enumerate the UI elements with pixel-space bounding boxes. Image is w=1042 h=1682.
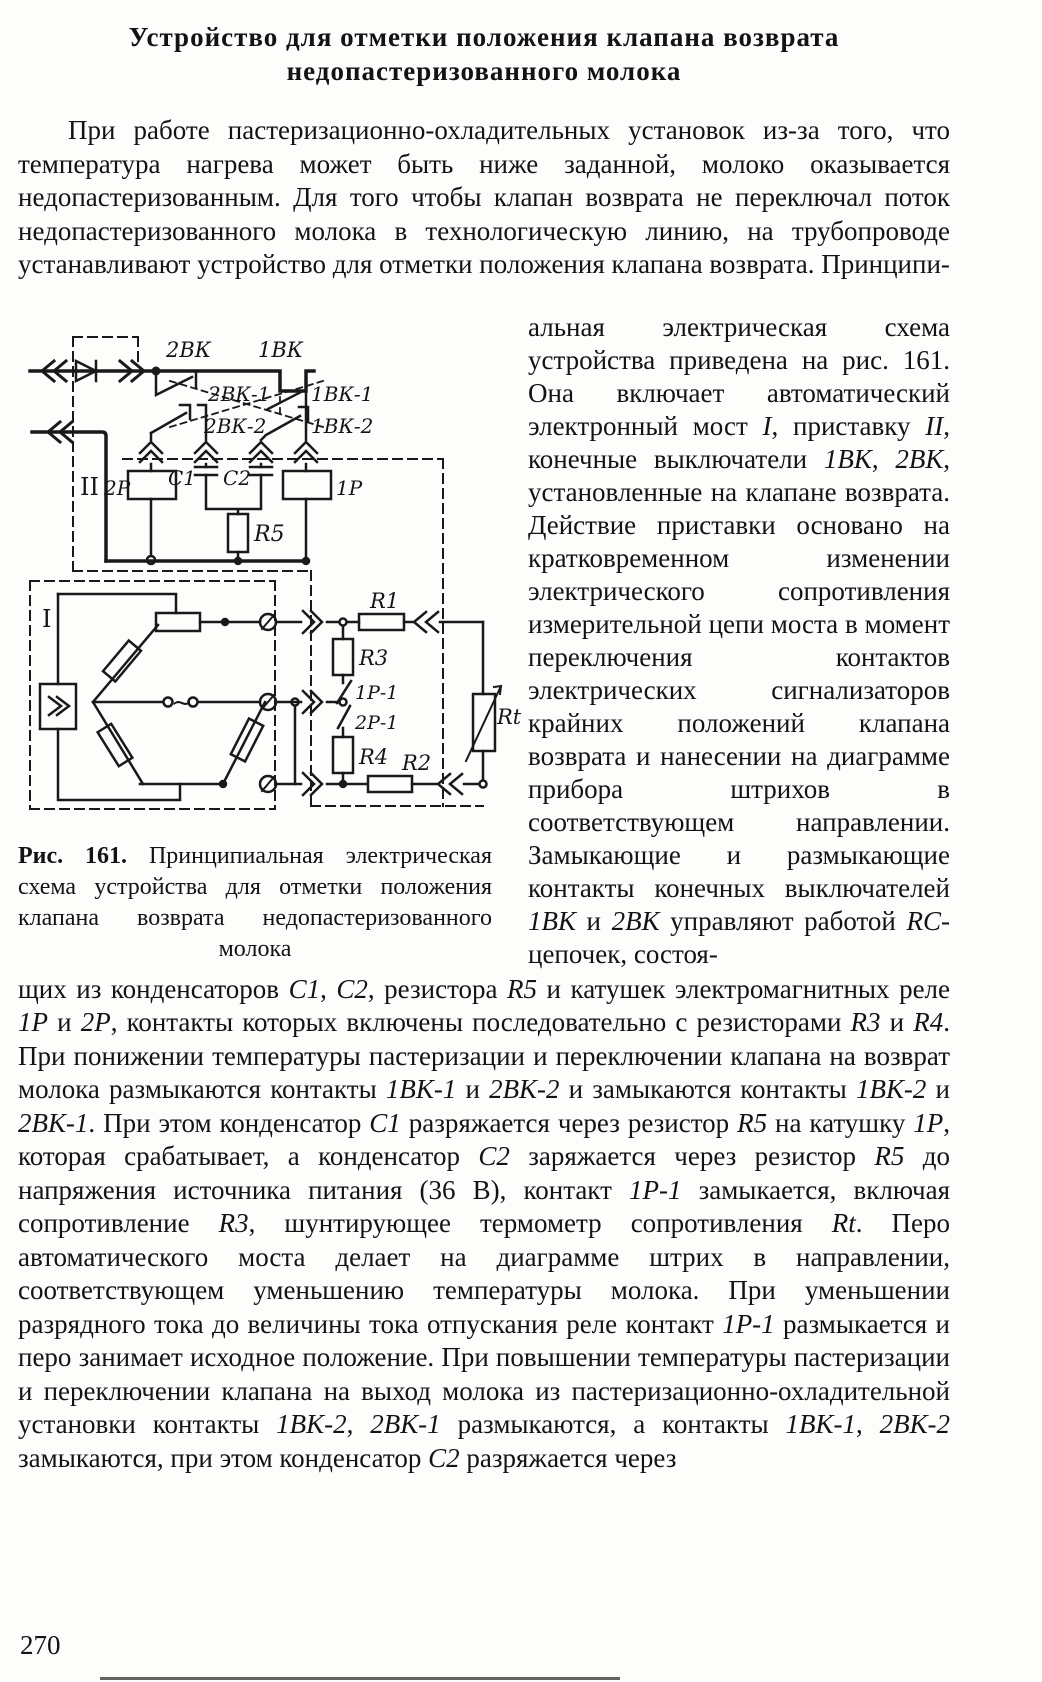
label-R4: R4 — [359, 744, 389, 769]
label-1BK-2: 1ВК-2 — [311, 413, 374, 438]
article-title-line2: недопастеризованного молока — [286, 56, 682, 86]
terminal-icons — [260, 614, 276, 792]
amplifier-box — [40, 684, 76, 729]
article-title — [18, 20, 950, 88]
label-R2: R2 — [402, 750, 432, 775]
circuit-diagram — [18, 309, 522, 821]
section-II-box — [73, 337, 483, 806]
label-R5: R5 — [254, 521, 285, 547]
label-section-I: I — [42, 604, 52, 633]
label-C1: С1 — [168, 465, 197, 490]
resistor-R5 — [228, 514, 248, 552]
label-1BK: 1ВК — [258, 337, 304, 362]
page-number: 270 — [20, 1630, 61, 1660]
section-I-box — [30, 581, 275, 809]
article-title-line1: Устройство для отметки положения клапана возврата — [128, 22, 840, 52]
label-AC: ~ — [171, 687, 193, 718]
paragraph-right-column: альная электрическая схема устройства приведена на рис. 161. Она включает автоматический электронный мост I, приставку II, конечные выключатели 1ВК, 2ВК, установленные на клапане возврата. Действие приставки основано на кратковременном изменении электрического сопротивления измерительной цепи моста в момент переключения контактов электрических сигнализаторов крайних положений клапана возврата и нанесении на диаграмме прибора штрихов в соответствующем направлении. Замыкающие и размыкающие контакты конечных выключателей 1ВК и 2ВК управляют работой RC-цепочек, состоя- — [528, 311, 951, 969]
label-section-II: II — [80, 472, 99, 501]
label-2P-1: 2Р-1 — [355, 711, 399, 734]
paragraph-intro: При работе пастеризационно-охладительных установок из-за того, что температура нагрева может быть ниже заданной, молоко оказывается недопастеризованным. Для того чтобы клапан возврата не переключал поток недопастеризованного молока в технологическую линию, на трубопроводе устанавливают устройство для отметки положения клапана возврата. Принципи- — [18, 115, 950, 279]
label-1BK-1: 1ВК-1 — [311, 381, 374, 406]
figure-block — [18, 309, 528, 971]
paragraph-bottom: щих из конденсаторов С1, С2, резистора R5 и катушек электромагнитных реле 1Р и 2Р, контакты которых включены последовательно с резисторами R3 и R4. При понижении температуры пастеризации и переключении клапана на возврат молока размыкаются контакты 1ВК-1 и 2ВК-2 и замыкаются контакты 1ВК-2 и 2ВК-1. При этом конденсатор С1 разряжается через резистор R5 на катушку 1Р, которая срабатывает, а конденсатор С2 заряжается через резистор R5 до напряжения источника питания (36 В), контакт 1Р-1 замыкается, включая сопротивление R3, шунтирующее термометр сопротивления Rt. Перо автоматического моста делает на диаграмме штрих в направлении, соответствующем уменьшению температуры молока. При уменьшении разрядного тока до величины тока отпускания реле контакт 1Р-1 размыкается и перо занимает исходное положение. При повышении температуры пастеризации и переключении клапана на выход молока из пастеризационно-охладительной установки контакты 1ВК-2, 2ВК-1 размыкаются, а контакты 1ВК-1, 2ВК-2 замыкаются, при этом конденсатор С2 разряжается через — [18, 973, 951, 1473]
label-2BK-1: 2ВК-1 — [208, 381, 271, 406]
scan-edge-line — [100, 1677, 620, 1680]
label-1P-1: 1Р-1 — [355, 681, 399, 704]
label-2P: 2Р — [104, 475, 131, 500]
relay-coil-1P — [283, 471, 331, 499]
label-1P: 1Р — [336, 475, 363, 500]
label-R1: R1 — [370, 588, 400, 613]
thermometer-Rt — [466, 686, 501, 761]
figure-and-text-row — [18, 309, 950, 971]
page-content — [18, 0, 950, 1502]
label-2BK-2: 2ВК-2 — [204, 413, 267, 438]
figure-caption: Рис. 161. Принципиальная электрическая схема устройства для отметки положения клапана возврата недопастеризованного молока — [18, 842, 492, 962]
label-2BK: 2ВК — [166, 337, 212, 362]
label-R3: R3 — [359, 645, 389, 670]
label-C2: С2 — [223, 465, 252, 490]
label-Rt: Rt — [497, 704, 522, 729]
